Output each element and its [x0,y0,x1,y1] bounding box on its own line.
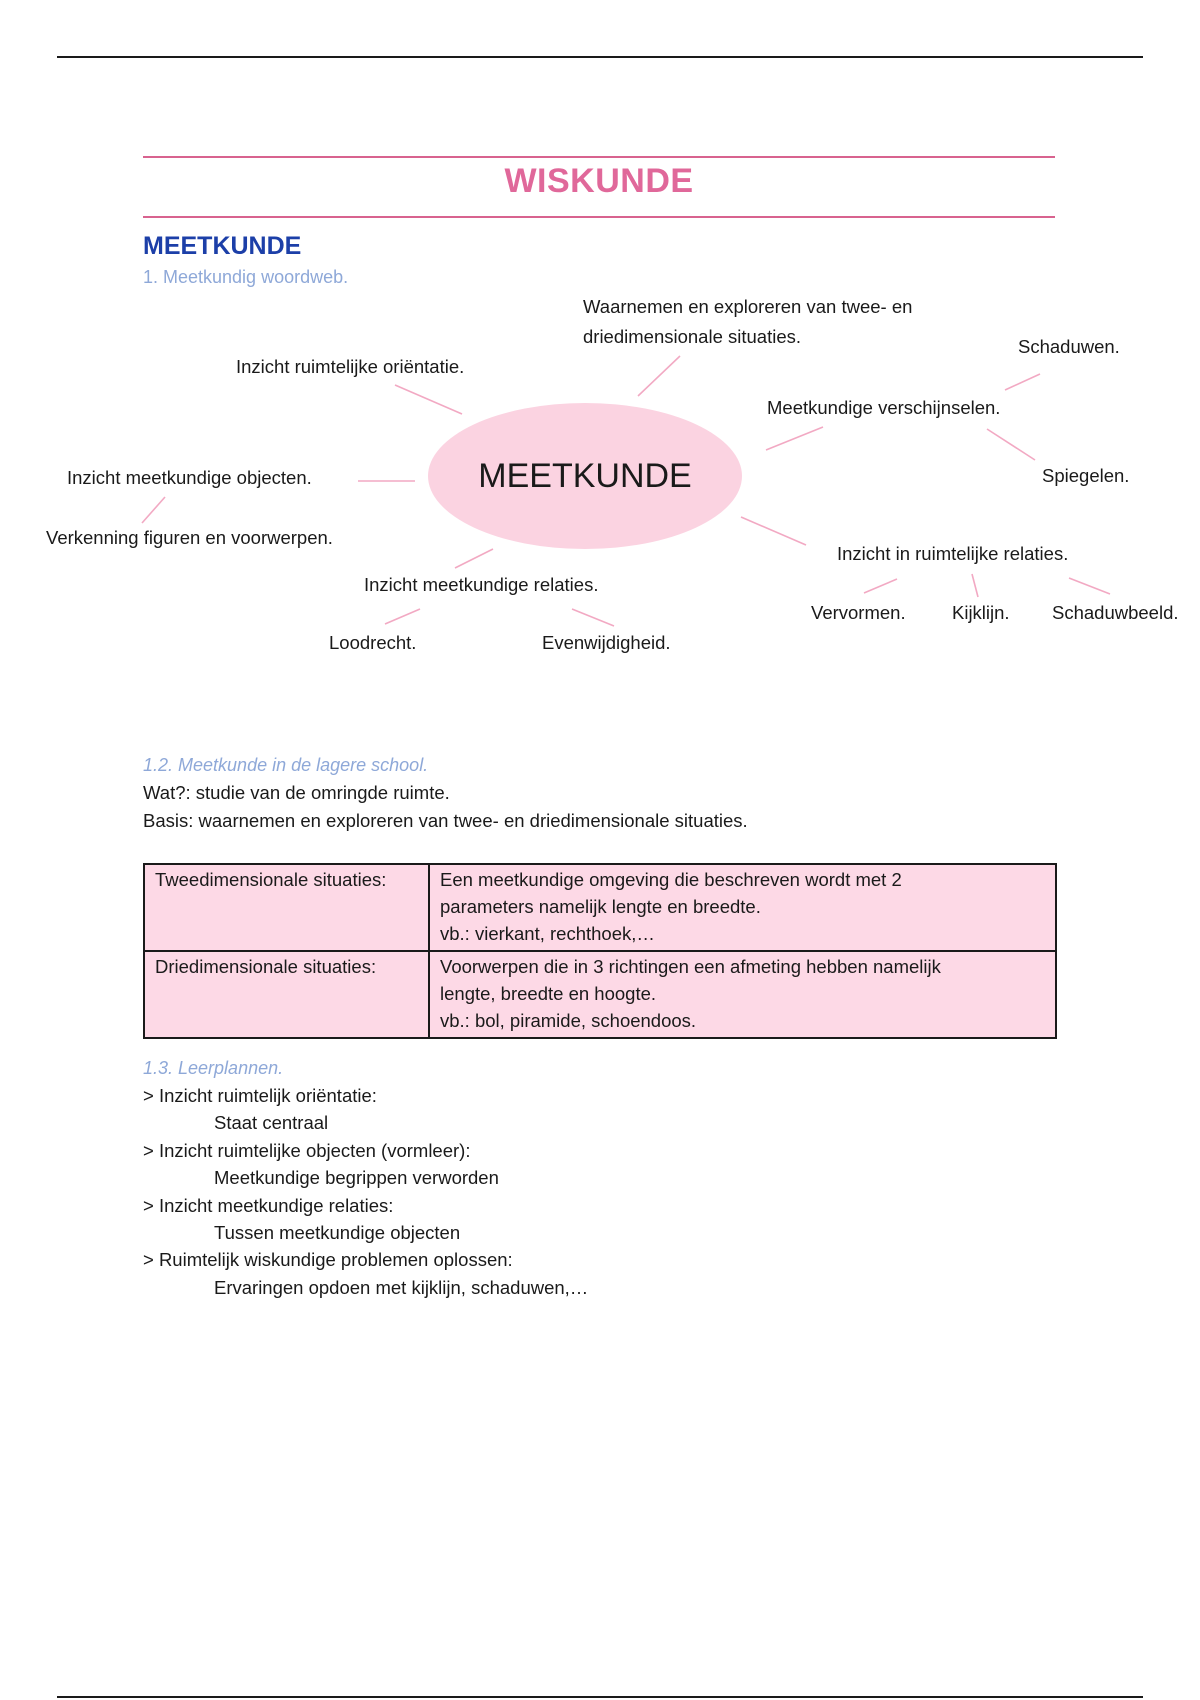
leerplan-item-detail: Tussen meetkundige objecten [214,1222,461,1244]
connector-schaduwbeeld [1069,578,1110,594]
row-label: Driedimensionale situaties: [144,951,429,1038]
leerplannen-list [143,1082,588,1301]
connector-vervormen [864,579,897,593]
leerplan-item-title: > Inzicht ruimtelijke objecten (vormleer): [143,1139,471,1161]
description-line: vb.: vierkant, rechthoek,… [440,923,655,944]
connector-waarnemen [638,356,680,396]
node-vervormen: Vervormen. [811,602,906,623]
section-title: MEETKUNDE [143,232,302,260]
node-schaduwen: Schaduwen. [1018,336,1120,357]
description-line: vb.: bol, piramide, schoendoos. [440,1010,697,1031]
node-evenwijdigheid: Evenwijdigheid. [542,632,671,653]
woordweb-heading: 1. Meetkundig woordweb. [143,267,349,287]
description-line: Voorwerpen die in 3 richtingen een afmeting hebben namelijk [440,956,941,977]
connector-loodrecht [385,609,420,624]
leerplan-item-detail: Ervaringen opdoen met kijklijn, schaduwen,… [214,1276,589,1298]
node-meetkundige-relaties: Inzicht meetkundige relaties. [364,574,599,595]
connector-verschijnselen [766,427,823,450]
description-line: parameters namelijk lengte en breedte. [440,896,761,917]
node-objecten: Inzicht meetkundige objecten. [67,467,312,488]
node-waarnemen-line1: Waarnemen en exploreren van twee- en [583,296,913,317]
row-label: Tweedimensionale situaties: [144,864,429,951]
description-line: lengte, breedte en hoogte. [440,983,657,1004]
mindmap-center [428,403,742,549]
node-verkenning: Verkenning figuren en voorwerpen. [46,527,333,548]
lagere-school-heading: 1.2. Meetkunde in de lagere school. [143,755,429,775]
connector-ruimtelijke-relaties [741,517,806,545]
node-schaduwbeeld: Schaduwbeeld. [1052,602,1179,623]
lagere-school-basis: Basis: waarnemen en exploreren van twee- en driedimensionale situaties. [143,810,748,831]
row-description [429,951,1056,1038]
node-orientatie: Inzicht ruimtelijke oriëntatie. [236,356,465,377]
connector-schaduwen [1005,374,1040,390]
table-row [144,864,1056,951]
connector-spiegelen [987,429,1035,460]
connector-orientatie [395,385,462,414]
leerplan-item-title: > Ruimtelijk wiskundige problemen oplossen: [143,1249,513,1271]
leerplan-item-title: > Inzicht ruimtelijk oriëntatie: [143,1085,377,1106]
node-waarnemen-line2: driedimensionale situaties. [583,326,802,347]
mindmap-center-label: MEETKUNDE [478,456,692,495]
page-bottom-rule [57,1696,1143,1698]
connector-kijklijn [972,574,978,597]
node-spiegelen: Spiegelen. [1042,465,1130,486]
row-description [429,864,1056,951]
leerplan-item-detail: Meetkundige begrippen verworden [214,1167,499,1189]
leerplan-item-title: > Inzicht meetkundige relaties: [143,1194,394,1216]
node-verschijnselen: Meetkundige verschijnselen. [767,397,1001,418]
connector-evenwijdigheid [572,609,614,626]
node-loodrecht: Loodrecht. [329,632,417,653]
situaties-table [143,863,1057,1039]
leerplannen-heading: 1.3. Leerplannen. [143,1058,284,1078]
leerplan-item-detail: Staat centraal [214,1112,329,1134]
description-line: Een meetkundige omgeving die beschreven wordt met 2 [440,869,902,890]
document-title: WISKUNDE [504,162,694,200]
table-row [144,951,1056,1038]
node-ruimtelijke-relaties: Inzicht in ruimtelijke relaties. [837,543,1069,564]
connector-meetkundige-relaties [455,549,493,568]
node-kijklijn: Kijklijn. [952,602,1010,623]
connector-verkenning [142,497,165,523]
lagere-school-wat: Wat?: studie van de omringde ruimte. [143,782,450,803]
